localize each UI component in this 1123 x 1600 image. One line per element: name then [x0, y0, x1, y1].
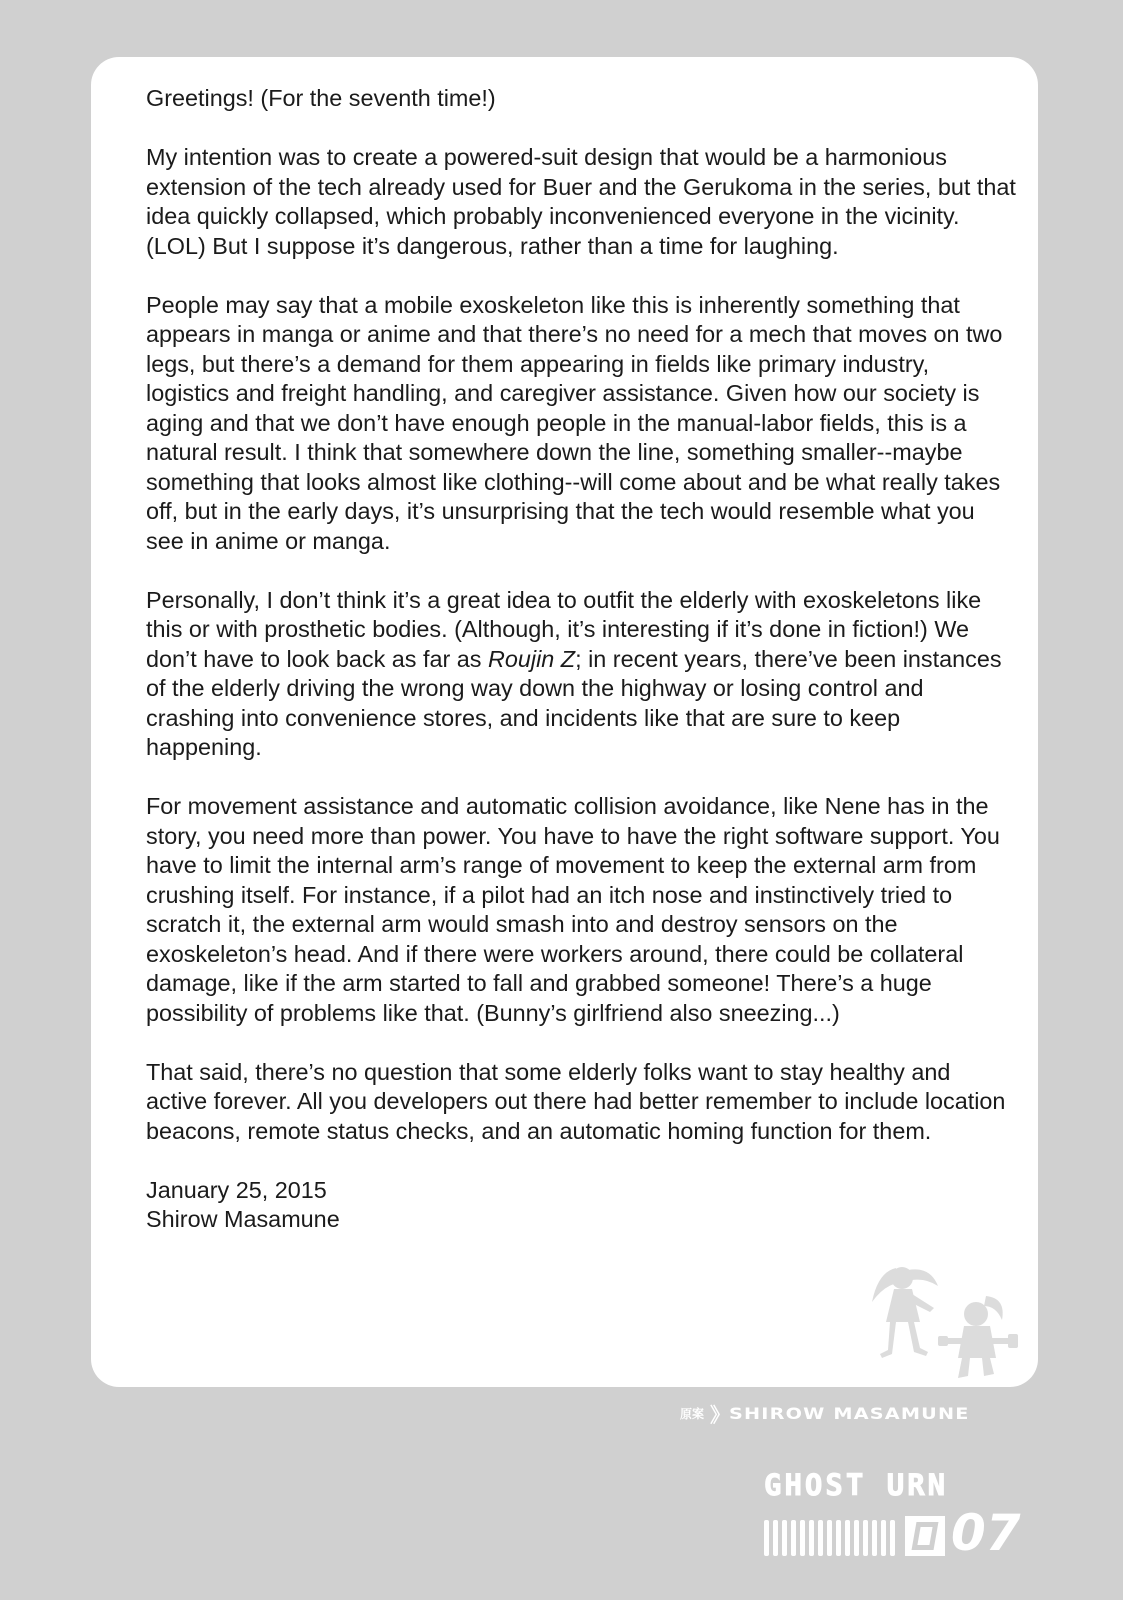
paragraph-1: My intention was to create a powered-suit design that would be a harmonious extension of the tech already used for Buer and the Gerukoma in the series, but that idea quickly collapsed, which probably inconvenienced everyone in the vicinity. (LOL) But I suppose it’s dangerous, rather than a time for laughing.: [146, 144, 1016, 259]
letter-date: January 25, 2015: [146, 1176, 327, 1203]
signature-block: [146, 1176, 1016, 1235]
paragraph-4: For movement assistance and automatic collision avoidance, like Nene has in the story, you need more than power. You have to have the right software support. You have to limit the internal arm’s range of movement to keep the external arm from crushing itself. For instance, if a pilot had an itch nose and instinctively tried to scratch it, the external arm would smash into and destroy sensors on the exoskeleton’s head. And if there were workers around, there could be collateral damage, like if the arm started to fall and grabbed someone! There’s a huge possibility of problems like that. (Bunny’s girlfriend also sneezing...): [146, 793, 1000, 1026]
original-creator-credit: [680, 1402, 970, 1427]
letter-body: [146, 84, 1016, 1235]
greeting: Greetings! (For the seventh time!): [146, 85, 496, 111]
volume-block-icon: [905, 1516, 945, 1556]
credit-name: SHIROW MASAMUNE: [729, 1403, 970, 1423]
double-chevron-icon: 》: [710, 1404, 726, 1427]
paragraph-2: People may say that a mobile exoskeleton like this is inherently something that appears in manga or anime and that there’s no need for a mech that moves on two legs, but there’s a demand for them appearing in fields like primary industry, logistics and freight handling, and caregiver assistance. Given how our society is aging and that we don’t have enough people in the manual-labor fields, this is a natural result. I think that somewhere down the line, something smaller--maybe something that looks almost like clothing--will come about and be what really takes off, but in the early days, it’s unsurprising that the tech would resemble what you see in anime or manga.: [146, 291, 1003, 554]
letter-author: Shirow Masamune: [146, 1206, 340, 1232]
paragraph-3: [146, 586, 1016, 763]
volume-number: 07: [951, 1504, 1021, 1562]
series-logo: [764, 1468, 1028, 1562]
chibi-characters-illustration: [868, 1262, 1020, 1382]
work-title: Roujin Z: [487, 645, 576, 672]
volume-row: [764, 1504, 1028, 1562]
paragraph-3-start: Personally, I don’t think it’s a great idea to outfit the elderly with exoskeletons like this or with prosthetic bodies. (Although, it’s interesting if it’s done in fiction!) We don’t have to look back as far as: [146, 586, 982, 672]
paragraph-5: That said, there’s no question that some elderly folks want to stay healthy and active forever. All you developers out there had better remember to include location beacons, remote status checks, and an automatic homing function for them.: [146, 1058, 1006, 1144]
barcode-stripes-icon: [764, 1520, 895, 1556]
series-title: GHOST URN: [764, 1468, 949, 1502]
credit-label: 原案: [680, 1406, 705, 1421]
paragraph-3-end: ; in recent years, there’ve been instances of the elderly driving the wrong way down the highway or losing control and crashing into convenience stores, and incidents like that are sure to keep happening.: [146, 645, 1002, 760]
